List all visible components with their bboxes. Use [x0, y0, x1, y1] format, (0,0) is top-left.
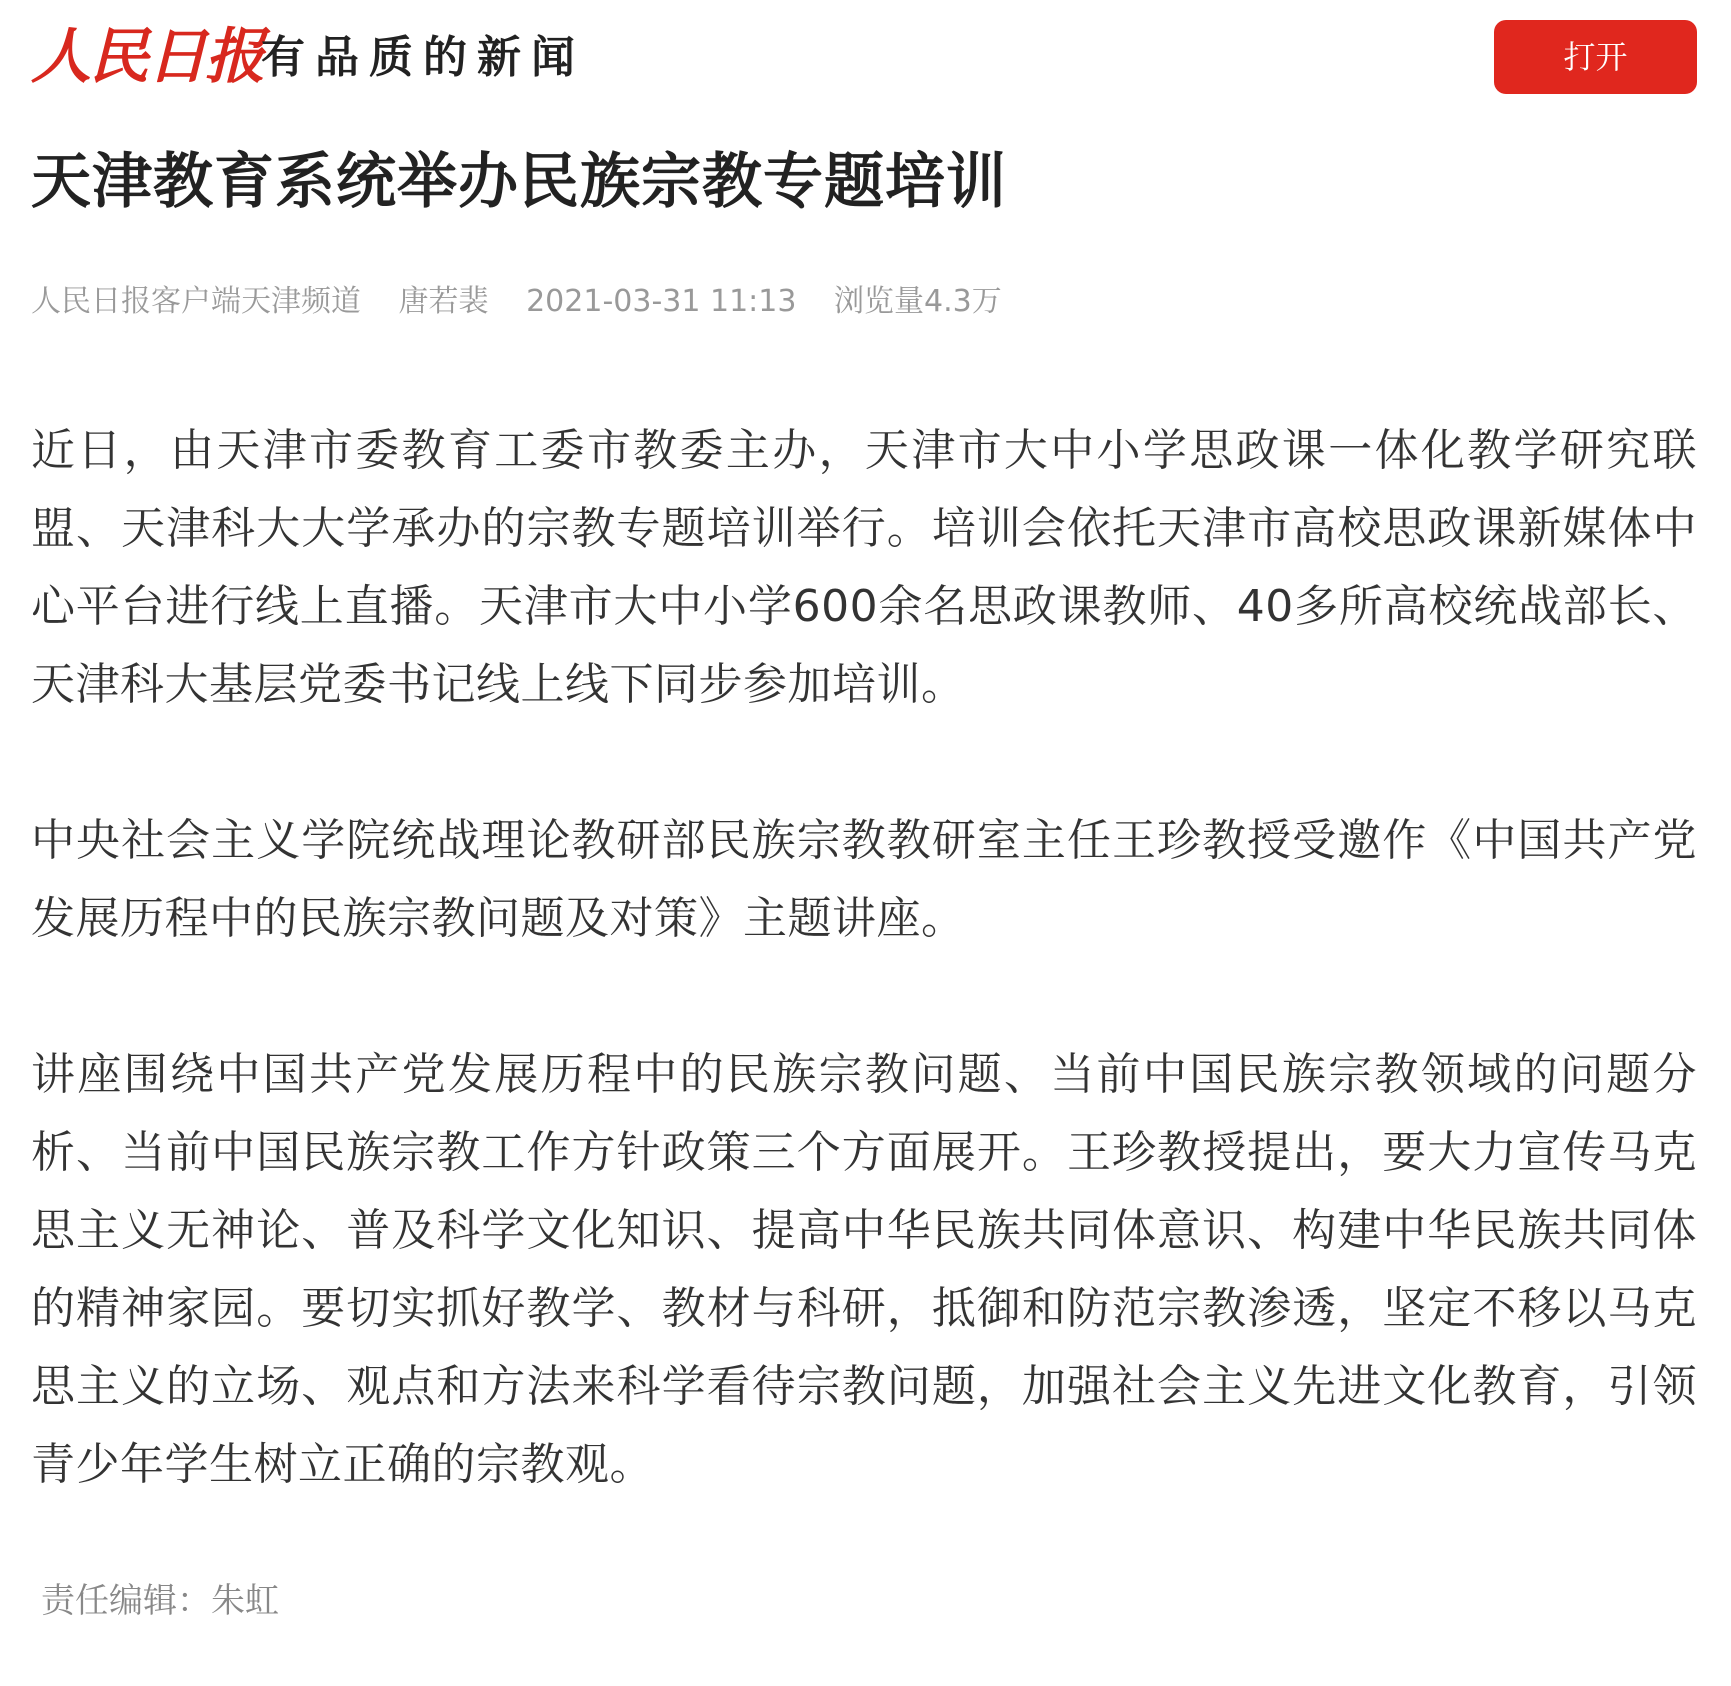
article-datetime: 2021-03-31 11:13	[526, 284, 797, 319]
article-paragraph: 近日，由天津市委教育工委市教委主办，天津市大中小学思政课一体化教学研究联盟、天津科大大学承办的宗教专题培训举行。培训会依托天津市高校思政课新媒体中心平台进行线上直播。天津市大中小学600余名思政课教师、40多所高校统战部长、天津科大基层党委书记线上线下同步参加培训。	[31, 425, 1697, 710]
article-meta	[31, 282, 1697, 322]
responsible-editor: 责任编辑：朱虹	[41, 1581, 279, 1621]
logo[interactable]: 人民日报	[31, 22, 263, 92]
article-title: 天津教育系统举办民族宗教专题培训	[31, 147, 1007, 217]
top-bar	[31, 0, 1697, 110]
article-paragraph: 讲座围绕中国共产党发展历程中的民族宗教问题、当前中国民族宗教领域的问题分析、当前中国民族宗教工作方针政策三个方面展开。王珍教授提出，要大力宣传马克思主义无神论、普及科学文化知识、提高中华民族共同体意识、构建中华民族共同体的精神家园。要切实抓好教学、教材与科研，抵御和防范宗教渗透，坚定不移以马克思主义的立场、观点和方法来科学看待宗教问题，加强社会主义先进文化教育，引领青少年学生树立正确的宗教观。	[31, 1049, 1697, 1490]
article-paragraph: 中央社会主义学院统战理论教研部民族宗教教研室主任王珍教授受邀作《中国共产党发展历程中的民族宗教问题及对策》主题讲座。	[31, 815, 1697, 944]
article-body	[31, 412, 1697, 1504]
article-views: 浏览量4.3万	[833, 284, 1002, 319]
slogan: 有品质的新闻	[261, 32, 585, 83]
open-app-button[interactable]: 打开	[1494, 20, 1697, 94]
article-source: 人民日报客户端天津频道	[31, 284, 361, 319]
article-author: 唐若裴	[398, 284, 489, 319]
